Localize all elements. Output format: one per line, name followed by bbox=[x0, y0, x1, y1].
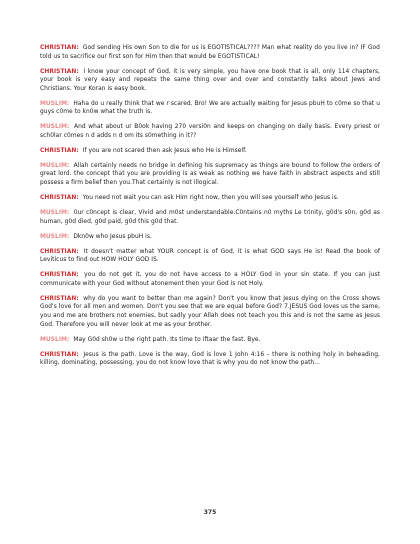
dialogue-paragraph bbox=[40, 44, 380, 61]
dialogue-paragraph bbox=[40, 271, 380, 288]
dialogue-text: Dkn0w who Jesus pbuH is. bbox=[73, 233, 152, 240]
dialogue-text: God sending His own Son to die for us is EGOTISTICAL???? Man what reality do you live in? IF God told us to sacrifice our first son for Him then that would be EGOTISTICAL! bbox=[40, 45, 380, 60]
dialogue-paragraph bbox=[40, 123, 380, 140]
speaker-label-christian: CHRISTIAN: bbox=[40, 272, 79, 279]
dialogue-text: And what about ur B0ok having 270 versi0n and keeps on changing on daily basis. Every priest or sch0lar c0mes n d adds n d om its s0mething in it?? bbox=[40, 124, 380, 139]
speaker-label-christian: CHRISTIAN: bbox=[40, 295, 79, 302]
speaker-label-muslim: MUSLIM: bbox=[40, 100, 70, 107]
dialogue-text: I know your concept of God, it is very simple, you have one book that is all, only 114 chapters, your book is very easy and repeats the same thing over and over and constantly talks about Jews and Christians. Your Koran is easy book. bbox=[40, 68, 380, 92]
dialogue-text: Jesus is the path. Love is the way, God is love 1 John 4:16 – there is nothing holy in beheading, killing, dominating, possessing, you do not know love that is why you do not know the path... bbox=[40, 351, 380, 367]
speaker-label-christian: CHRISTIAN: bbox=[40, 45, 79, 51]
dialogue-text: you do not get it, you do not have access to a HOLY God in your sin state. If you can just communicate with your God without atonement then your God is not Holy. bbox=[40, 272, 380, 287]
speaker-label-muslim: MUSLIM: bbox=[40, 233, 70, 240]
dialogue-text: It doesn't matter what YOUR concept is of God, it is what GOD says He is! Read the book of Leviticus to find out HOW HOLY GOD IS. bbox=[40, 248, 380, 264]
speaker-label-christian: CHRISTIAN: bbox=[40, 351, 79, 358]
dialogue-paragraph bbox=[40, 100, 380, 117]
dialogue-paragraph bbox=[40, 233, 380, 242]
dialogue-text: May G0d sh0w u the right path. Its time to iftaar the fast. Bye. bbox=[73, 336, 261, 343]
dialogue-text: If you are not scared then ask Jesus who He is Himself. bbox=[82, 147, 247, 154]
dialogue-paragraph bbox=[40, 162, 380, 188]
dialogue-body bbox=[40, 44, 380, 374]
speaker-label-muslim: MUSLIM: bbox=[40, 124, 70, 131]
dialogue-paragraph bbox=[40, 248, 380, 265]
dialogue-paragraph bbox=[40, 147, 380, 156]
dialogue-paragraph bbox=[40, 194, 380, 203]
speaker-label-muslim: MUSLIM: bbox=[40, 336, 70, 343]
speaker-label-christian: CHRISTIAN: bbox=[40, 195, 79, 202]
page-number: 375 bbox=[203, 509, 217, 516]
dialogue-text: 0ur c0ncept is clear, Vivid and m0st understandable.C0ntains n0 myths Le trinity, g0d's s0n, g0d as human, g0d died, g0d paid, g0d this g0d that. bbox=[40, 210, 380, 225]
dialogue-text: why do you want to better than me again? Don't you know that Jesus dying on the Cross shows God's love for all men and women. Don't you see that we are equal before God? 7.JESUS God loves us the same, you and me are brothers not enemies, but sadly your Allah does not teach you this and is not the same as Jesus God. Therefore you will never look at me as your brother. bbox=[40, 295, 380, 328]
speaker-label-christian: CHRISTIAN: bbox=[40, 248, 79, 255]
speaker-label-christian: CHRISTIAN: bbox=[40, 68, 79, 75]
dialogue-text: Allah certainly needs no bridge in defining his supremacy as things are bound to follow the orders of great lord. the concept that you are providing is as weak as nothing we have faith in abstract aspects and still possess a firm belief then you.That certainly is not illogical. bbox=[40, 162, 380, 187]
speaker-label-muslim: MUSLIM: bbox=[40, 162, 70, 169]
dialogue-paragraph bbox=[40, 336, 380, 345]
dialogue-paragraph bbox=[40, 68, 380, 94]
dialogue-paragraph bbox=[40, 209, 380, 226]
dialogue-text: You need not wait you can ask Him right now, then you will see yourself who Jesus is. bbox=[82, 195, 339, 202]
dialogue-text: Haha do u really think that we r scared. Bro! We are actually waiting for Jesus pbuH to c0me so that u guys c0me to kn0w what the truth is. bbox=[40, 100, 380, 116]
dialogue-paragraph bbox=[40, 351, 380, 368]
speaker-label-muslim: MUSLIM: bbox=[40, 210, 70, 217]
dialogue-paragraph bbox=[40, 295, 380, 329]
speaker-label-christian: CHRISTIAN: bbox=[40, 147, 79, 154]
